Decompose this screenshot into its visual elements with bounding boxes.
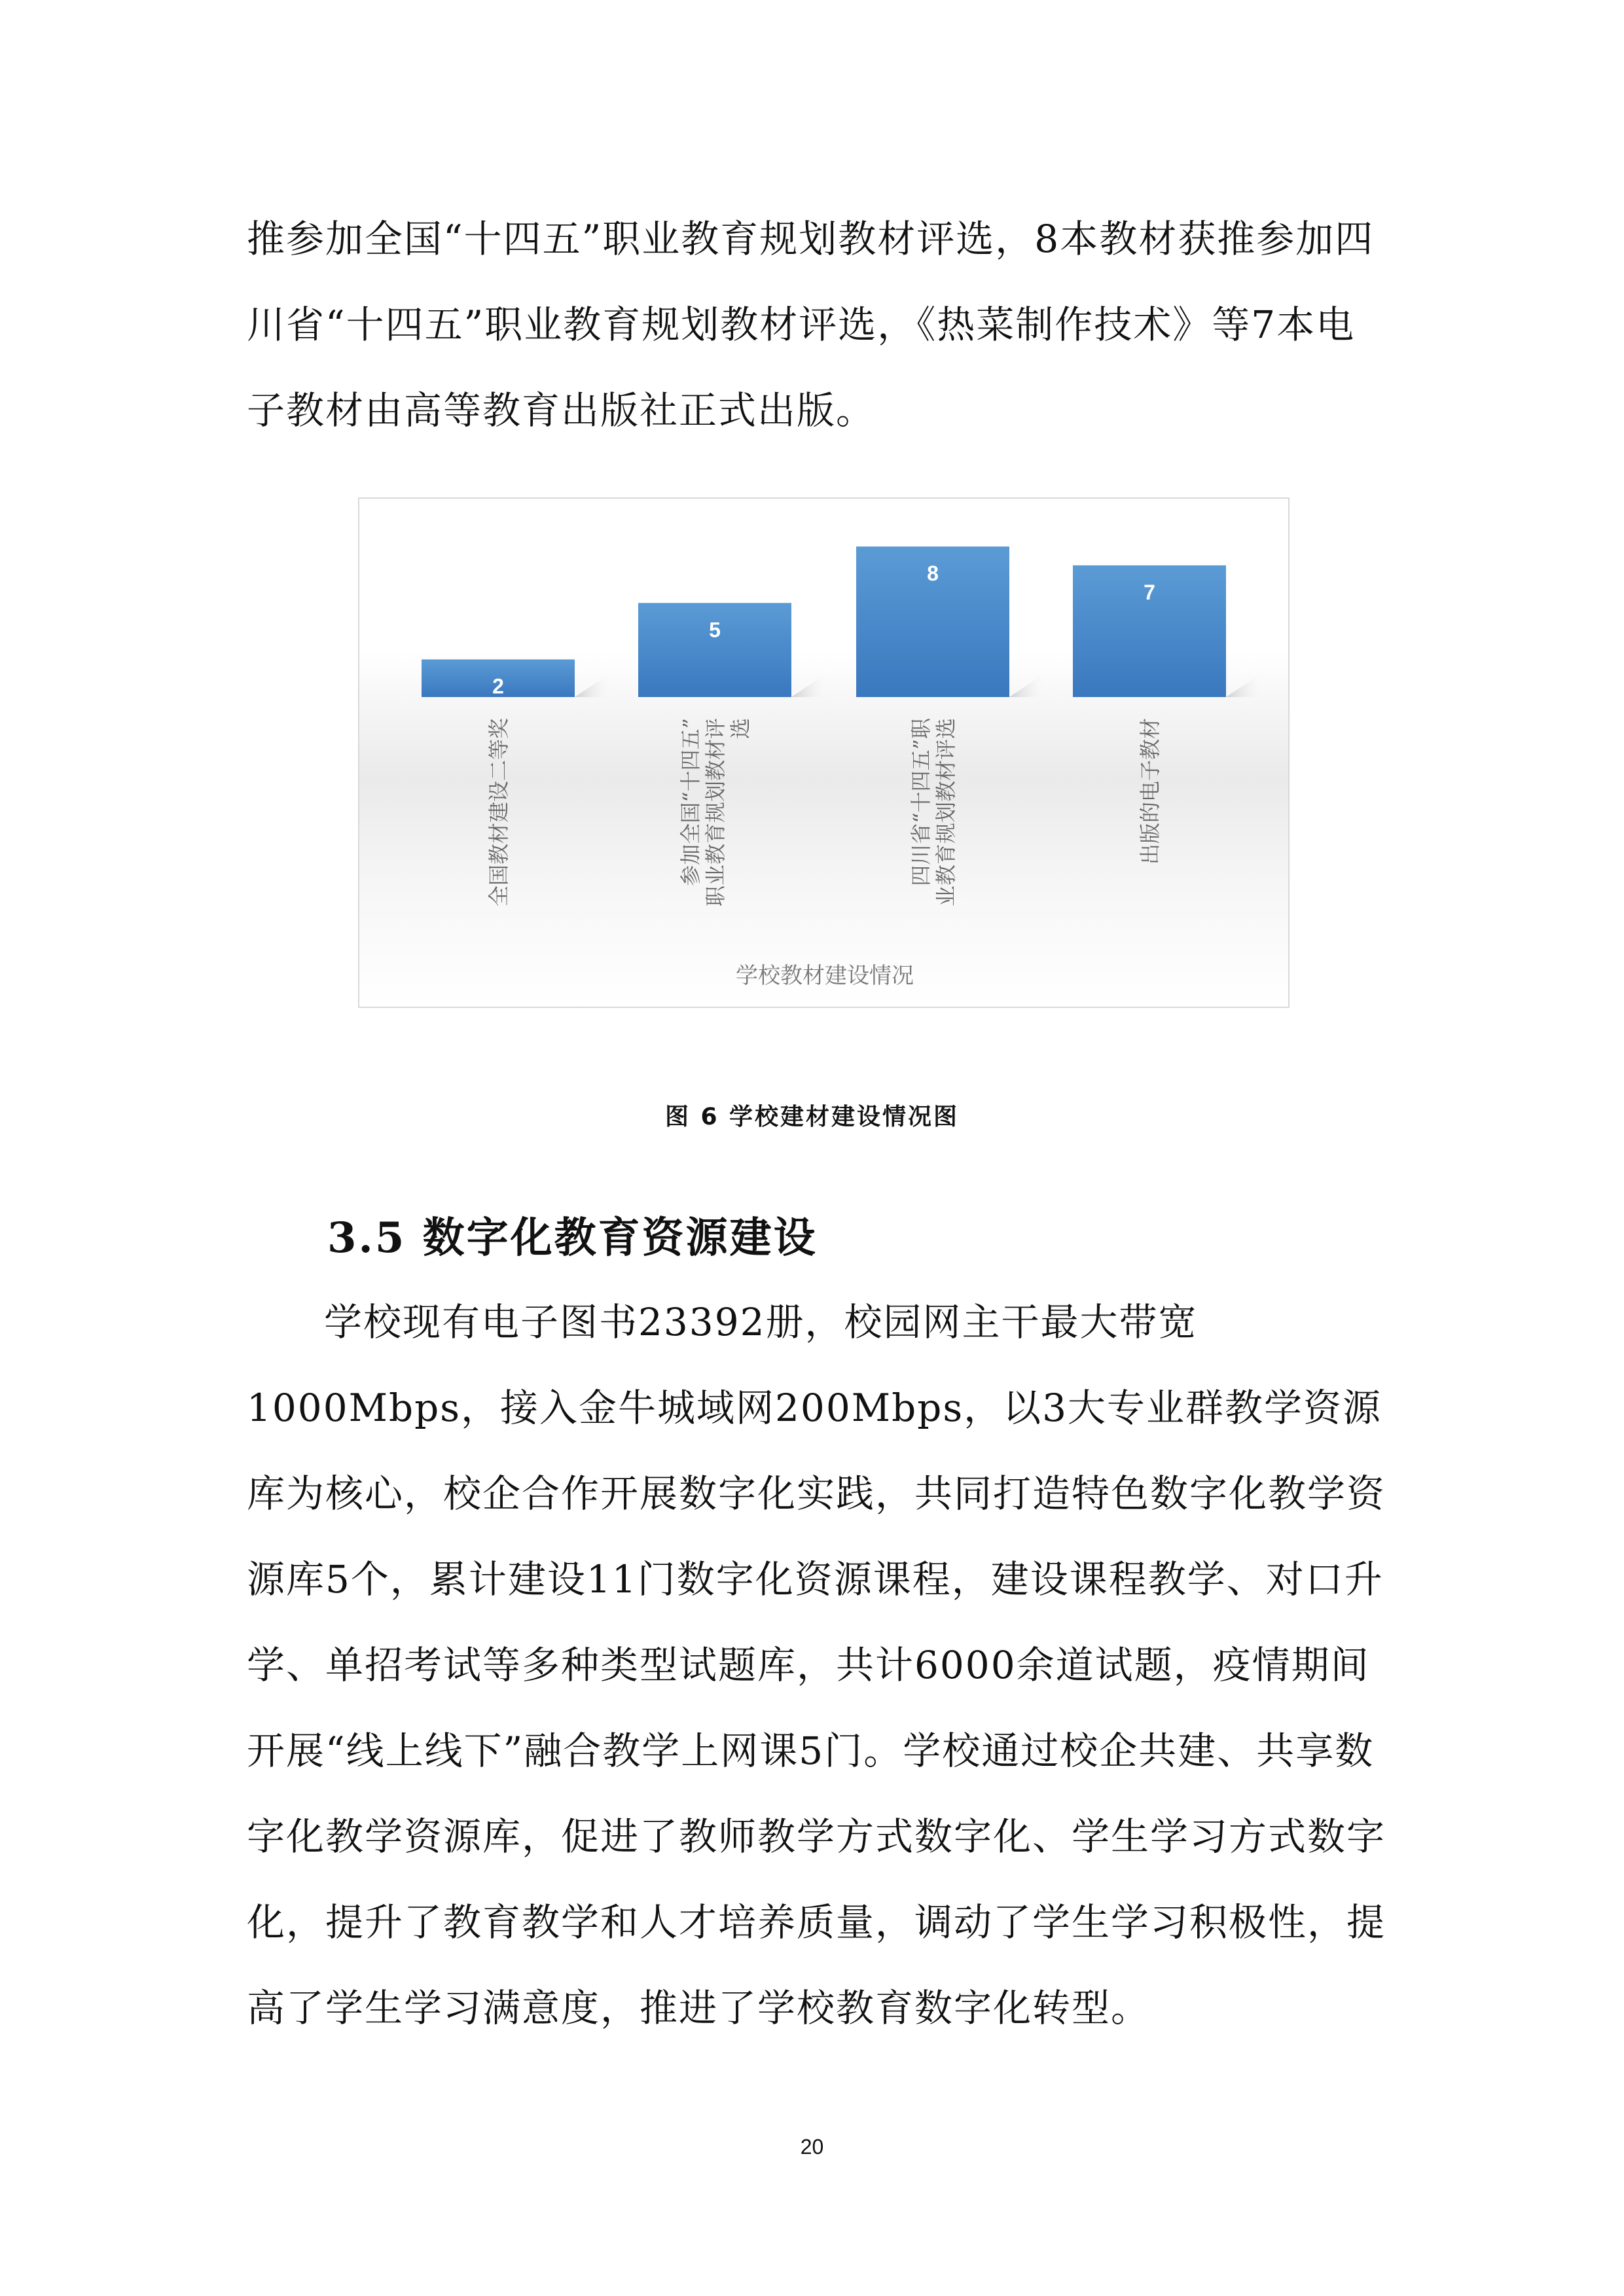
data-label-4: 7: [1144, 580, 1155, 604]
chart-title: 学校教材建设情况: [736, 963, 914, 989]
category-label-4: [1138, 718, 1163, 865]
bar-shadow: [1009, 671, 1049, 697]
bar-chart: [358, 497, 1290, 1008]
category-label-line: 参加全国“十四五”: [678, 718, 703, 886]
category-label-3: [909, 717, 958, 906]
body-paragraph: 学校现有电子图书23392册，校园网主干最大带宽1000Mbps，接入金牛城域网200Mbps，以3大专业群教学资源库为核心，校企合作开展数字化实践，共同打造特色数字化教学资源库5个，累计建设11门数字化资源课程，建设课程教学、对口升学、单招考试等多种类型试题库，共计6000余道试题，疫情期间开展“线上线下”融合教学上网课5门。学校通过校企共建、共享数字化教学资源库，促进了教师教学方式数字化、学生学习方式数字化，提升了教育教学和人才培养质量，调动了学生学习积极性，提高了学生学习满意度，推进了学校教育数字化转型。: [247, 1300, 1386, 2030]
data-label-2: 5: [709, 618, 721, 642]
data-label-1: 2: [492, 674, 504, 698]
category-label-line: 四川省“十四五”职: [909, 718, 933, 886]
category-label-line: 出版的电子教材: [1138, 718, 1163, 865]
category-label-line: 全国教材建设二等奖: [486, 718, 511, 907]
intro-paragraph: 推参加全国“十四五”职业教育规划教材评选，8本教材获推参加四川省“十四五”职业教育规划教材评选，《热菜制作技术》等7本电子教材由高等教育出版社正式出版。: [247, 217, 1375, 433]
category-label-1: [486, 718, 511, 906]
bar-shadow: [791, 671, 831, 697]
bar-shadow: [575, 671, 614, 697]
category-label-line: 业教育规划教材评选: [933, 718, 958, 907]
category-label-2: [678, 718, 753, 906]
bar-shadow: [1226, 671, 1265, 697]
figure-caption: 图 6 学校建材建设情况图: [664, 1103, 960, 1130]
data-label-3: 8: [927, 562, 939, 585]
page-number: 20: [800, 2135, 824, 2159]
section-heading: 3.5 数字化教育资源建设: [327, 1213, 818, 1263]
category-label-line: 选: [728, 718, 753, 740]
category-label-line: 职业教育规划教材评: [703, 718, 728, 907]
bar-2: [638, 603, 791, 697]
